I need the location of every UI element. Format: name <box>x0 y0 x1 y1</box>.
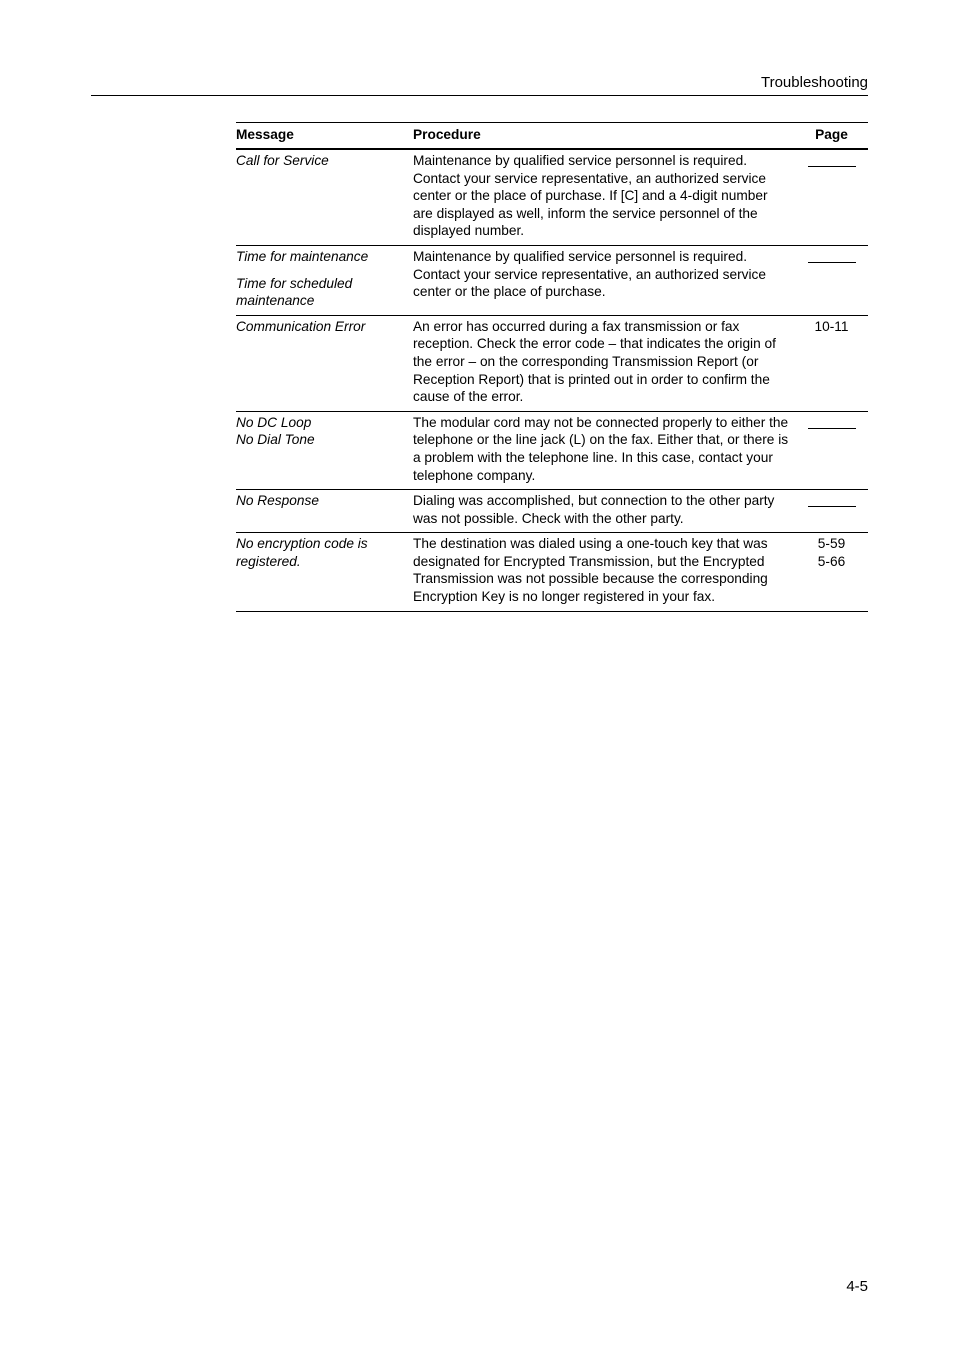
message-text: No Response <box>236 493 319 509</box>
page-cell <box>795 315 868 411</box>
procedure-cell: An error has occurred during a fax transmission or fax reception. Check the error code – that indicates the origin of the error – on the corresponding Transmission Report (or Reception Report) that is printed out in order to confirm the cause of the error. <box>413 318 776 405</box>
message-text: Call for Service <box>236 153 329 168</box>
table-row <box>236 490 868 533</box>
message-text: Time for scheduled maintenance <box>236 275 353 309</box>
table-row <box>236 411 868 489</box>
message-text: No encryption code is registered. <box>236 536 368 569</box>
procedure-cell: The destination was dialed using a one-touch key that was designated for Encrypted Transmission, but the Encrypted Transmission was not possible because the corresponding Encryption Key is no longer registered in your fax. <box>413 536 768 605</box>
page-number: 4-5 <box>846 1278 868 1295</box>
page-cell <box>795 490 868 533</box>
page-reference: 5-66 <box>817 553 846 569</box>
troubleshooting-table-container <box>236 122 868 612</box>
procedure-cell: The modular cord may not be connected properly to either the telephone or the line jack (L) on the fax. Either that, or there is a problem with the telephone line. In this case, contact your telephone company. <box>413 414 789 483</box>
page-reference: 10-11 <box>814 318 849 334</box>
message-text: Communication Error <box>236 318 366 334</box>
message-cell <box>236 490 413 533</box>
no-page-reference-rule <box>808 506 856 507</box>
no-page-reference-rule <box>808 166 856 167</box>
no-page-reference-rule <box>808 428 856 429</box>
procedure-cell: Dialing was accomplished, but connection to the other party was not possible. Check with the other party. <box>413 493 775 526</box>
message-text: Time for maintenance <box>236 248 369 264</box>
page-reference: 5-59 <box>817 536 846 552</box>
message-text: No Dial Tone <box>236 432 315 448</box>
table-row <box>236 315 868 411</box>
page-cell <box>795 149 868 245</box>
message-cell <box>236 411 413 489</box>
message-text: No DC Loop <box>236 414 312 430</box>
table-row <box>236 149 868 245</box>
page-cell <box>795 245 868 315</box>
message-cell <box>236 315 413 411</box>
no-page-reference-rule <box>808 262 856 263</box>
section-title: Troubleshooting <box>760 74 868 91</box>
message-cell <box>236 245 413 315</box>
column-header-page: Page <box>815 126 848 142</box>
column-header-message: Message <box>236 126 294 142</box>
column-header-procedure: Procedure <box>413 126 481 142</box>
table-row <box>236 245 868 315</box>
message-cell <box>236 149 413 245</box>
running-header <box>91 72 868 96</box>
page-cell <box>795 533 868 611</box>
procedure-cell: Maintenance by qualified service personnel is required. Contact your service representative, an authorized service center or the place of purchase. <box>413 248 767 300</box>
troubleshooting-table <box>236 122 868 612</box>
message-cell <box>236 533 413 611</box>
procedure-cell: Maintenance by qualified service personnel is required. Contact your service representative, an authorized service center or the place of purchase. If [C] and a 4-digit number are displayed as well, inform the service personnel of the displayed number. <box>413 153 768 239</box>
page-cell <box>795 411 868 489</box>
table-header-row <box>236 123 868 150</box>
table-row <box>236 533 868 611</box>
